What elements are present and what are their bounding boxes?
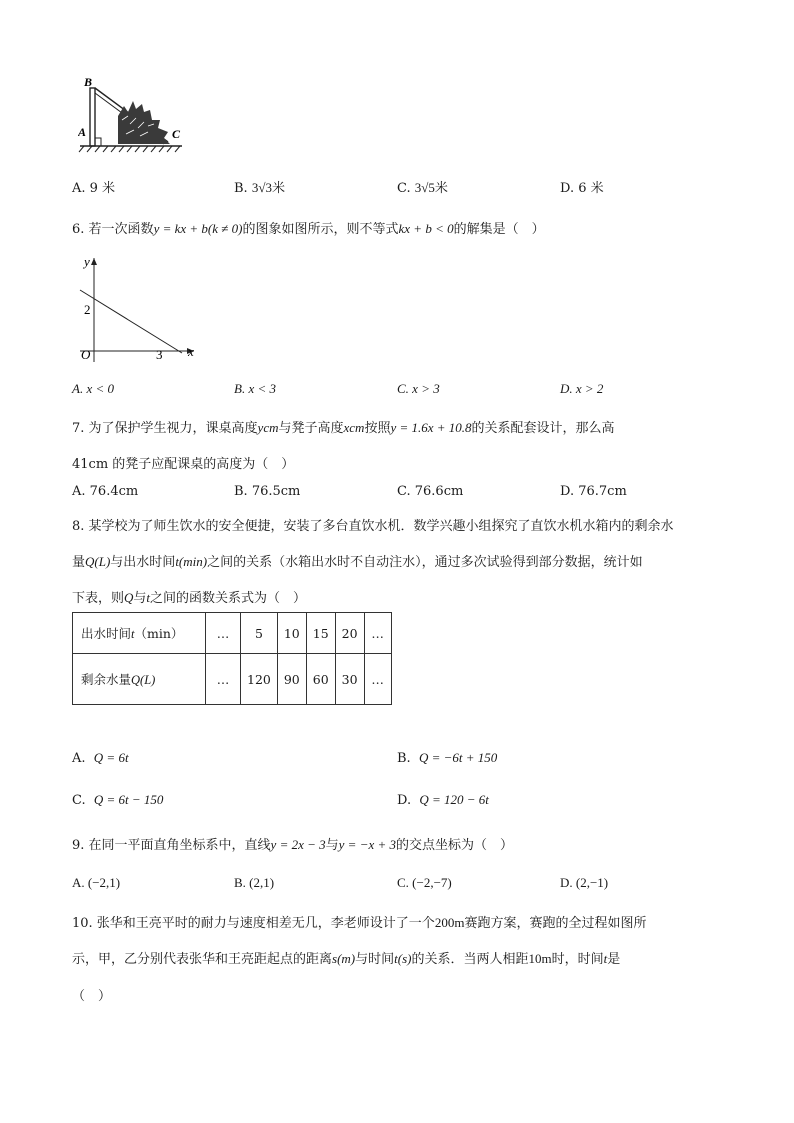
q9-option-b[interactable]: B. (2,1) (234, 875, 275, 890)
q8-text-e: 之间的关系（水箱出水时不自动注水），通过多次试验得到部分数据，统计如 (207, 555, 643, 570)
q7-text-a: 7. 为了保护学生视力，课桌高度 (72, 421, 258, 436)
q10-text-2i: 是 (607, 952, 621, 967)
q7-option-a[interactable]: A. 76.4cm (72, 484, 139, 499)
q6-option-a[interactable]: A. x < 0 (72, 381, 114, 396)
q10-s-unit: s(m) (332, 951, 356, 966)
q6-number: 6. (72, 222, 85, 237)
q6-function: y = kx + b(k ≠ 0) (153, 221, 243, 236)
q7-option-d[interactable]: D. 76.7cm (560, 484, 627, 499)
q7-text-e: 按照 (364, 421, 391, 436)
q7-option-b[interactable]: B. 76.5cm (234, 484, 301, 499)
q10-stem-line1 (72, 912, 646, 931)
header-time-var: t (131, 627, 135, 641)
q8-d-prefix: D. (397, 793, 412, 808)
q8-var-q: Q (124, 590, 134, 605)
q9-text-c: 的交点坐标为（ ） (396, 838, 514, 853)
table-cell: 10 (277, 613, 306, 654)
q6-option-b[interactable]: B. x < 3 (234, 381, 276, 396)
ladder-tree-figure (78, 76, 188, 156)
q10-distance: 200m (434, 915, 465, 930)
q10-stem-line3: （ ） (72, 989, 112, 1004)
q6-stem (72, 218, 545, 237)
q7-stem-line2: 41cm 的凳子应配课桌的高度为（ ） (72, 457, 295, 472)
q6-option-c[interactable]: C. x > 3 (397, 381, 440, 396)
q7-formula: y = 1.6x + 10.8 (390, 420, 472, 435)
q6-graph-y-intercept: 2 (84, 302, 91, 317)
q8-t-unit: t(min) (175, 554, 208, 569)
q7-text-c: 与凳子高度 (278, 421, 344, 436)
q10-t-unit: t(s) (394, 951, 412, 966)
q8-text-3e: 之间的函数关系式为（ ） (150, 591, 307, 606)
q6-graph-x-intercept: 3 (156, 347, 163, 362)
table-header-remaining (73, 654, 206, 705)
q10-text-2a: 示，甲，乙分别代表张华和王亮距起点的距离 (72, 952, 333, 967)
q9-stem (72, 834, 513, 853)
q10-text-a: 10. 张华和王亮平时的耐力与速度相差无几，李老师设计了一个 (72, 916, 435, 931)
header-time-text: 出水时间 (81, 626, 132, 641)
header-time-unit: （min） (134, 626, 184, 641)
q9-option-a[interactable]: A. (−2,1) (72, 875, 121, 890)
label-a: A (78, 125, 87, 139)
header-remaining-text: 剩余水量 (81, 672, 132, 687)
q8-a-prefix: A. (72, 751, 86, 766)
q9-option-c[interactable]: C. (−2,−7) (397, 875, 452, 890)
q9-eq1: y = 2x − 3 (270, 837, 326, 852)
q8-a-formula: Q = 6t (93, 750, 129, 765)
q8-stem-line1: 8. 某学校为了师生饮水的安全便捷，安装了多台直饮水机．数学兴趣小组探究了直饮水机水箱内的剩余水 (72, 519, 674, 534)
q7-x-unit: xcm (343, 420, 365, 435)
q8-data-table (72, 612, 392, 705)
q10-stem-line2 (72, 948, 620, 967)
q10-gap: 10m (528, 951, 552, 966)
q8-b-prefix: B. (397, 751, 411, 766)
q8-var-t: t (146, 590, 151, 605)
q8-option-a[interactable] (72, 750, 129, 766)
q5-b-math: 3√3 (251, 180, 272, 195)
q7-text-g: 的关系配套设计，那么高 (471, 421, 615, 436)
q9-text-a: 9. 在同一平面直角坐标系中，直线 (72, 838, 271, 853)
q6-text-suffix: 的解集是（ ） (453, 222, 545, 237)
q5-b-unit: 米 (271, 181, 285, 196)
q5-option-a[interactable]: A. 9 米 (72, 181, 116, 196)
q8-stem-line2 (72, 551, 643, 570)
q5-c-unit: 米 (434, 181, 448, 196)
q6-graph (72, 250, 202, 365)
q9-eq2: y = −x + 3 (338, 837, 397, 852)
table-cell: 5 (241, 613, 278, 654)
q6-text-pre: 若一次函数 (88, 222, 154, 237)
table-header-time (73, 613, 206, 654)
q7-option-c[interactable]: C. 76.6cm (397, 484, 464, 499)
header-remaining-var: Q(L) (131, 673, 156, 687)
q7-y-unit: ycm (257, 420, 279, 435)
table-cell: 60 (306, 654, 335, 705)
q8-option-b[interactable] (397, 750, 497, 766)
q8-c-formula: Q = 6t − 150 (93, 792, 164, 807)
table-cell: … (364, 613, 391, 654)
q6-graph-y-label: y (84, 254, 90, 269)
q8-stem-line3 (72, 587, 306, 606)
q8-text-c: 与出水时间 (110, 555, 176, 570)
q6-graph-x-label: x (188, 344, 194, 359)
table-cell: … (206, 654, 241, 705)
label-b: B (84, 76, 93, 89)
q8-q-unit: Q(L) (85, 554, 111, 569)
q10-var-t: t (603, 951, 608, 966)
q8-text-a: 量 (72, 555, 86, 570)
table-row (73, 613, 392, 654)
q6-graph-origin: O (81, 347, 91, 362)
q5-b-prefix: B. (234, 181, 252, 196)
q5-c-prefix: C. (397, 181, 415, 196)
table-row (73, 654, 392, 705)
q5-option-c[interactable] (397, 177, 448, 196)
table-cell: 30 (335, 654, 364, 705)
q5-c-math: 3√5 (414, 180, 435, 195)
table-cell: … (364, 654, 391, 705)
q8-text-3c: 与 (133, 591, 147, 606)
q5-option-d[interactable]: D. 6 米 (560, 181, 604, 196)
q9-text-b: 与 (325, 838, 339, 853)
q6-text-mid: 的图象如图所示，则不等式 (242, 222, 399, 237)
q10-text-2g: 时，时间 (551, 952, 604, 967)
table-cell: … (206, 613, 241, 654)
q8-text-3a: 下表，则 (72, 591, 125, 606)
q5-option-b[interactable] (234, 177, 285, 196)
q10-text-c: 赛跑方案，赛跑的全过程如图所 (464, 916, 647, 931)
q6-option-d[interactable]: D. x > 2 (560, 381, 604, 396)
q8-option-c[interactable] (72, 792, 163, 808)
table-cell: 15 (306, 613, 335, 654)
table-cell: 120 (241, 654, 278, 705)
q8-b-formula: Q = −6t + 150 (418, 750, 498, 765)
table-cell: 90 (277, 654, 306, 705)
q6-inequality: kx + b < 0 (398, 221, 454, 236)
q9-option-d[interactable]: D. (2,−1) (560, 875, 609, 890)
q8-option-d[interactable] (397, 792, 489, 808)
q8-d-formula: Q = 120 − 6t (419, 792, 489, 807)
q10-text-2e: 的关系．当两人相距 (411, 952, 529, 967)
label-c: C (172, 127, 181, 141)
table-cell: 20 (335, 613, 364, 654)
q8-c-prefix: C. (72, 793, 86, 808)
q7-stem-line1 (72, 417, 615, 436)
q10-text-2c: 与时间 (355, 952, 395, 967)
